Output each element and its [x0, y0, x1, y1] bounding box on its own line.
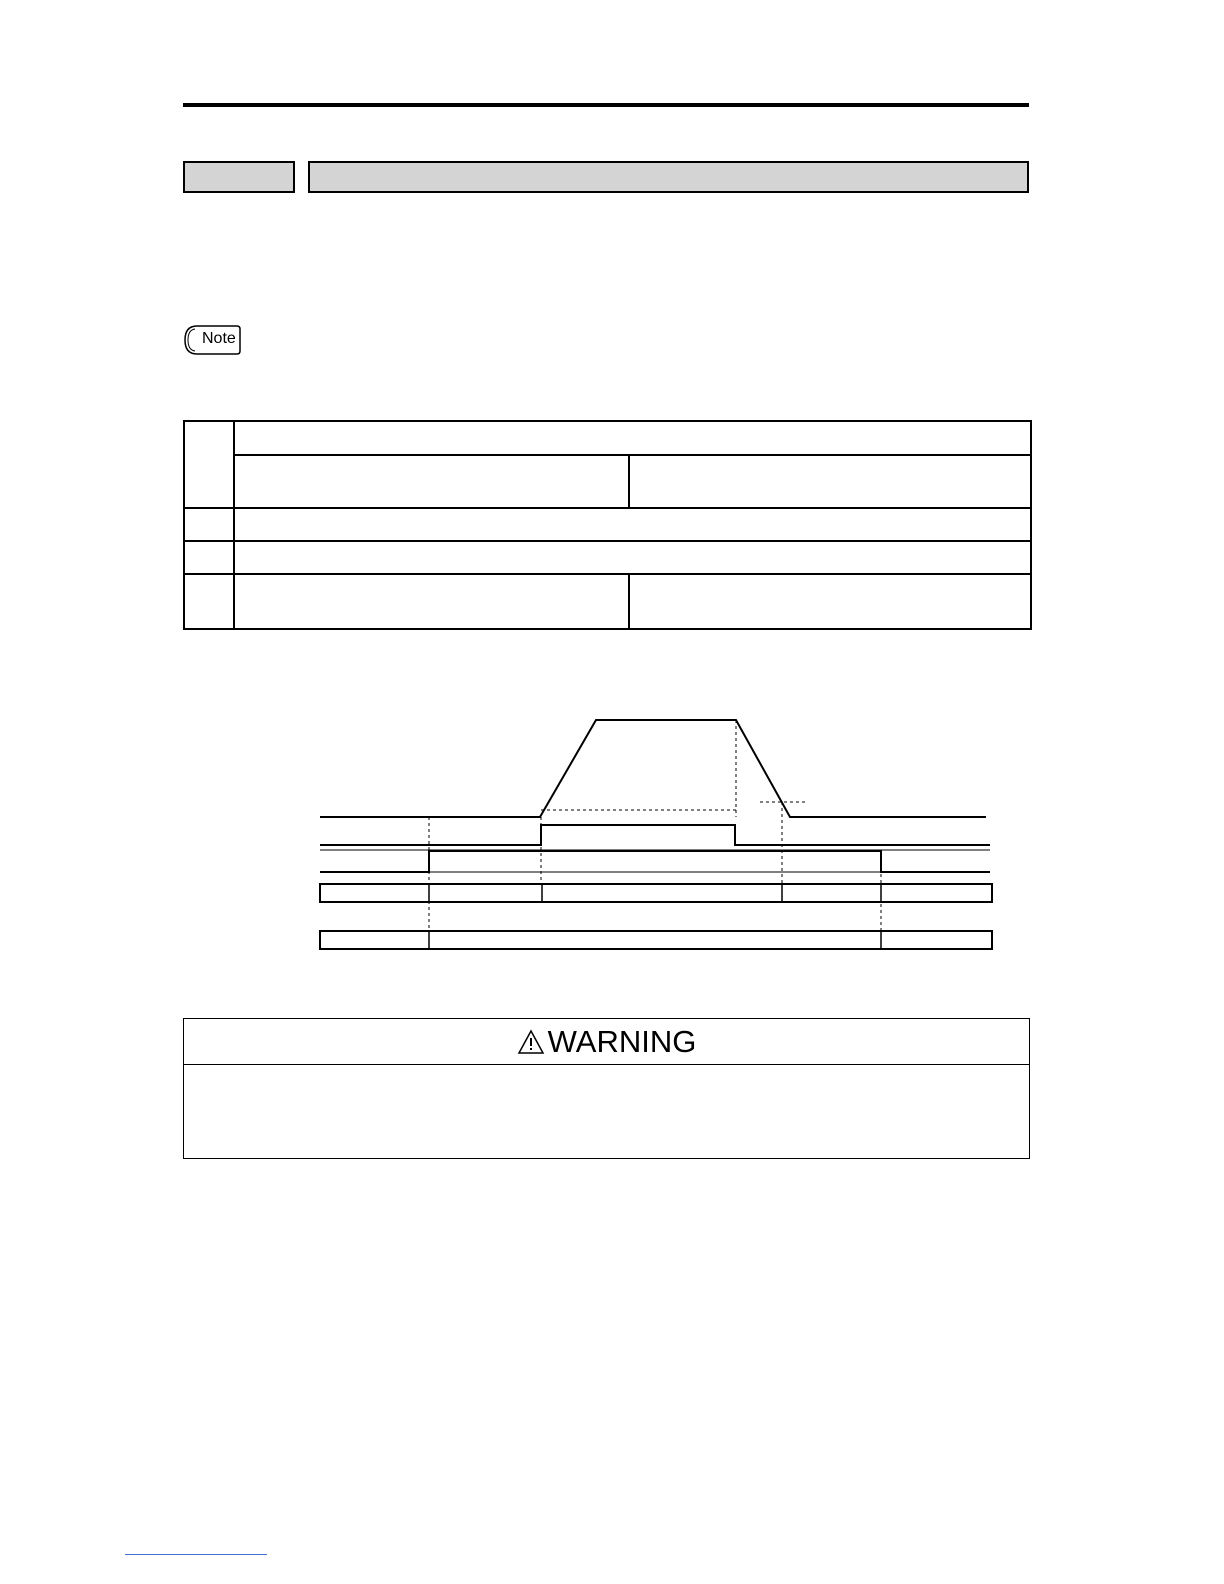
note-icon — [183, 324, 241, 356]
table-cell — [629, 455, 1031, 508]
table-row — [184, 508, 1031, 541]
output-frequency-waveform — [320, 720, 986, 817]
warning-header — [184, 1019, 1029, 1065]
note-label: Note — [202, 330, 236, 347]
run-signal-waveform — [320, 825, 990, 845]
section-title-box — [308, 161, 1029, 193]
footer-link-underline[interactable] — [125, 1554, 267, 1555]
table-row — [184, 455, 1031, 508]
status-bar-lower — [320, 931, 992, 949]
timing-diagram — [300, 700, 1020, 970]
warning-title: WARNING — [547, 1024, 697, 1059]
parameter-table — [183, 420, 1032, 630]
table-cell — [234, 455, 629, 508]
status-bar-upper — [320, 884, 992, 902]
table-cell — [234, 541, 1031, 574]
table-row — [184, 421, 1031, 455]
table-row — [184, 574, 1031, 629]
table-cell — [184, 421, 234, 508]
table-cell — [184, 508, 234, 541]
section-number-box — [183, 161, 295, 193]
table-cell — [234, 574, 629, 629]
table-cell — [184, 541, 234, 574]
table-cell — [234, 421, 1031, 455]
top-rule — [183, 103, 1029, 107]
table-cell — [234, 508, 1031, 541]
warning-triangle-icon — [517, 1029, 545, 1055]
brake-signal-waveform — [320, 851, 990, 872]
table-cell — [629, 574, 1031, 629]
warning-box — [183, 1018, 1030, 1159]
table-cell — [184, 574, 234, 629]
table-row — [184, 541, 1031, 574]
